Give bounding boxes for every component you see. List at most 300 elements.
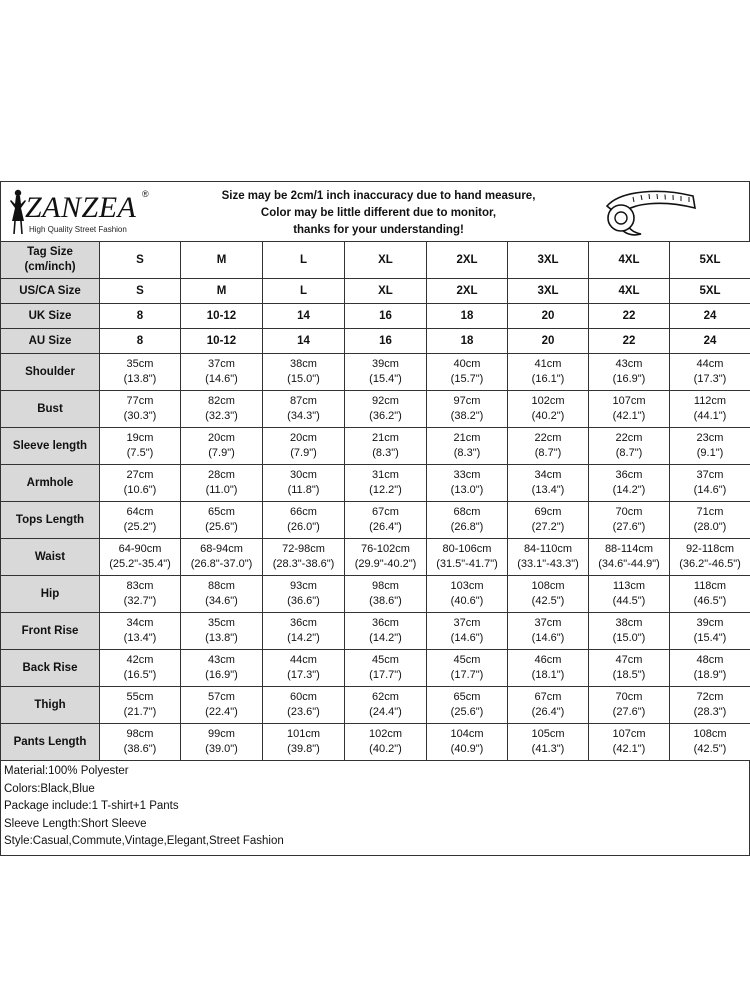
measurement-cell: [100, 354, 181, 391]
measurement-cm: 37cm: [534, 617, 562, 629]
measurement-inch: (40.6"): [450, 595, 484, 607]
measurement-notice: [201, 188, 556, 239]
measurement-cm: 71cm: [696, 506, 724, 518]
row-label: Back Rise: [1, 650, 100, 687]
measurement-cell: [670, 613, 750, 650]
measurement-inch: (12.2"): [369, 484, 402, 496]
size-cell: L: [263, 242, 345, 279]
measurement-inch: (17.7"): [450, 669, 484, 681]
measurement-cell: [670, 428, 750, 465]
measurement-inch: (40.9"): [450, 743, 484, 755]
size-cell: 22: [589, 304, 670, 329]
measurement-cm: 42cm: [126, 654, 154, 666]
measurement-inch: (34.6"): [205, 595, 238, 607]
measurement-inch: (29.9"-40.2"): [354, 558, 417, 570]
measurement-inch: (15.7"): [450, 373, 484, 385]
row-label: Shoulder: [1, 354, 100, 391]
measurement-inch: (38.6"): [123, 743, 157, 755]
measurement-cm: 107cm: [612, 395, 646, 407]
measurement-inch: (26.8"-37.0"): [190, 558, 253, 570]
size-cell: 18: [427, 329, 508, 354]
measurement-cm: 88-114cm: [604, 543, 654, 555]
size-cell: 5XL: [670, 242, 750, 279]
row-label: Front Rise: [1, 613, 100, 650]
measurement-inch: (38.6"): [369, 595, 402, 607]
measurement-inch: (7.9"): [208, 447, 235, 459]
measurement-inch: (13.4"): [123, 632, 157, 644]
measurement-cm: 102cm: [531, 395, 565, 407]
measurement-cell: [100, 539, 181, 576]
measurement-cm: 43cm: [208, 654, 235, 666]
measurement-cm: 28cm: [208, 469, 235, 481]
measurement-cm: 97cm: [453, 395, 481, 407]
measurement-cm: 38cm: [290, 358, 317, 370]
measurement-inch: (11.0"): [205, 484, 238, 496]
measurement-cm: 87cm: [290, 395, 317, 407]
measurement-cm: 62cm: [372, 691, 399, 703]
measurement-cell: [181, 724, 263, 761]
measurement-cell: [100, 428, 181, 465]
size-cell: 16: [345, 304, 427, 329]
measurement-inch: (25.6"): [450, 706, 484, 718]
measurement-row: [1, 391, 750, 428]
measurement-cm: 92-118cm: [685, 543, 735, 555]
measurement-cell: [589, 428, 670, 465]
size-cell: 10-12: [181, 304, 263, 329]
measurement-cell: [263, 354, 345, 391]
measurement-cm: 72cm: [696, 691, 724, 703]
measurement-cm: 46cm: [534, 654, 562, 666]
measurement-inch: (26.8"): [450, 521, 484, 533]
size-cell: 14: [263, 329, 345, 354]
measurement-row: [1, 428, 750, 465]
measurement-cell: [427, 613, 508, 650]
measurement-inch: (17.7"): [369, 669, 402, 681]
measurement-cm: 20cm: [290, 432, 317, 444]
measurement-cell: [508, 465, 589, 502]
notice-line: Color may be little different due to monitor,: [260, 207, 497, 219]
measurement-row: [1, 613, 750, 650]
size-cell: 20: [508, 304, 589, 329]
size-cell: 24: [670, 304, 750, 329]
measurement-inch: (17.3"): [693, 373, 727, 385]
measurement-inch: (26.0"): [287, 521, 320, 533]
size-cell: L: [263, 279, 345, 304]
measurement-inch: (15.0"): [612, 632, 646, 644]
measurement-inch: (34.3"): [287, 410, 320, 422]
measurement-inch: (42.5"): [693, 743, 727, 755]
measurement-inch: (7.9"): [290, 447, 317, 459]
measurement-inch: (16.5"): [123, 669, 157, 681]
measurement-cell: [181, 687, 263, 724]
measurement-cell: [100, 391, 181, 428]
measuring-tape-icon: [601, 186, 701, 240]
measurement-cell: [345, 502, 427, 539]
measurement-cm: 65cm: [208, 506, 235, 518]
measurement-cm: 23cm: [696, 432, 724, 444]
measurement-inch: (40.2"): [369, 743, 402, 755]
measurement-inch: (39.8"): [287, 743, 320, 755]
measurement-cm: 69cm: [534, 506, 562, 518]
measurement-cell: [263, 613, 345, 650]
measurement-row: [1, 576, 750, 613]
measurement-cm: 66cm: [290, 506, 317, 518]
measurement-inch: (15.4"): [693, 632, 727, 644]
measurement-row: [1, 502, 750, 539]
measurement-inch: (17.3"): [287, 669, 320, 681]
size-cell: 16: [345, 329, 427, 354]
measurement-inch: (42.1"): [612, 743, 646, 755]
measurement-cell: [100, 650, 181, 687]
measurement-cm: 77cm: [126, 395, 154, 407]
measurement-cell: [508, 539, 589, 576]
measurement-inch: (13.8"): [205, 632, 238, 644]
measurement-cell: [670, 465, 750, 502]
measurement-cell: [263, 539, 345, 576]
measurement-cm: 48cm: [696, 654, 724, 666]
measurement-cm: 107cm: [612, 728, 646, 740]
measurement-cm: 36cm: [372, 617, 399, 629]
measurement-row: [1, 724, 750, 761]
size-cell: 18: [427, 304, 508, 329]
measurement-inch: (44.1"): [693, 410, 727, 422]
measurement-cell: [345, 391, 427, 428]
measurement-inch: (25.2"-35.4"): [109, 558, 171, 570]
measurement-inch: (42.1"): [612, 410, 646, 422]
measurement-inch: (8.3"): [453, 447, 481, 459]
measurement-cell: [181, 354, 263, 391]
measurement-cell: [508, 687, 589, 724]
measurement-inch: (13.4"): [531, 484, 565, 496]
size-cell: 4XL: [589, 242, 670, 279]
measurement-inch: (44.5"): [612, 595, 646, 607]
detail-style: Style:Casual,Commute,Vintage,Elegant,Street Fashion: [4, 835, 284, 847]
measurement-cm: 45cm: [372, 654, 399, 666]
measurement-cm: 19cm: [126, 432, 154, 444]
measurement-cm: 84-110cm: [523, 543, 573, 555]
measurement-cell: [181, 428, 263, 465]
measurement-inch: (28.3"): [693, 706, 727, 718]
measurement-cm: 98cm: [126, 728, 154, 740]
measurement-cm: 80-106cm: [442, 543, 492, 555]
measurement-inch: (39.0"): [205, 743, 238, 755]
measurement-inch: (18.1"): [531, 669, 565, 681]
measurement-cell: [427, 465, 508, 502]
measurement-cell: [345, 650, 427, 687]
measurement-cell: [427, 687, 508, 724]
measurement-inch: (13.0"): [450, 484, 484, 496]
measurement-cm: 34cm: [126, 617, 154, 629]
brand-logo: [1, 182, 201, 242]
measurement-inch: (9.1"): [696, 447, 724, 459]
measurement-cm: 105cm: [531, 728, 565, 740]
measurement-inch: (32.3"): [205, 410, 238, 422]
measurement-cell: [345, 724, 427, 761]
row-label: Bust: [1, 391, 100, 428]
notice-line: Size may be 2cm/1 inch inaccuracy due to hand measure,: [221, 190, 536, 202]
measurement-cell: [181, 576, 263, 613]
measurement-cm: 38cm: [615, 617, 643, 629]
measurement-cm: 108cm: [693, 728, 727, 740]
measurement-inch: (36.2"-46.5"): [679, 558, 741, 570]
measurement-cell: [670, 391, 750, 428]
measurement-inch: (33.1"-43.3"): [517, 558, 579, 570]
size-cell: 14: [263, 304, 345, 329]
measurement-inch: (28.0"): [693, 521, 727, 533]
measurement-cell: [508, 428, 589, 465]
measurement-inch: (14.6"): [450, 632, 484, 644]
measurement-cell: [181, 650, 263, 687]
size-cell: 3XL: [508, 279, 589, 304]
measurement-cm: 34cm: [534, 469, 562, 481]
size-cell: S: [100, 279, 181, 304]
measurement-cell: [181, 539, 263, 576]
measurement-cm: 70cm: [615, 691, 643, 703]
measurement-cm: 33cm: [453, 469, 481, 481]
size-chart: [0, 181, 750, 856]
measurement-cell: [589, 391, 670, 428]
measurement-inch: (14.6"): [693, 484, 727, 496]
measurement-cell: [589, 613, 670, 650]
measurement-cell: [427, 428, 508, 465]
measurement-cell: [589, 465, 670, 502]
measurement-cell: [181, 465, 263, 502]
measurement-cm: 36cm: [615, 469, 643, 481]
measurement-cm: 41cm: [534, 358, 562, 370]
measurement-cell: [508, 391, 589, 428]
measurement-inch: (16.9"): [205, 669, 238, 681]
measurement-cm: 83cm: [126, 580, 154, 592]
measurement-cell: [263, 502, 345, 539]
detail-material: Material:100% Polyester: [4, 765, 129, 777]
measurement-row: [1, 354, 750, 391]
size-row: [1, 329, 750, 354]
measurement-cell: [670, 502, 750, 539]
measurement-inch: (15.0"): [287, 373, 320, 385]
measurement-cell: [589, 576, 670, 613]
measurement-cm: 103cm: [450, 580, 484, 592]
measurement-cm: 44cm: [696, 358, 724, 370]
measurement-inch: (16.9"): [612, 373, 646, 385]
measurement-inch: (27.6"): [612, 521, 646, 533]
measurement-cm: 39cm: [696, 617, 724, 629]
measurement-cm: 99cm: [208, 728, 235, 740]
measurement-cm: 82cm: [208, 395, 235, 407]
notice-line: thanks for your understanding!: [293, 224, 464, 236]
measurement-cell: [100, 613, 181, 650]
measurement-inch: (10.6"): [123, 484, 157, 496]
measurement-cm: 20cm: [208, 432, 235, 444]
measurement-inch: (14.2"): [369, 632, 402, 644]
row-label: Pants Length: [1, 724, 100, 761]
measurement-cell: [508, 502, 589, 539]
measurement-inch: (21.7"): [123, 706, 157, 718]
measurement-cm: 65cm: [453, 691, 481, 703]
measurement-cell: [427, 502, 508, 539]
measurement-cm: 64cm: [126, 506, 154, 518]
measurement-cell: [345, 465, 427, 502]
measurement-cell: [427, 354, 508, 391]
measurement-inch: (16.1"): [531, 373, 565, 385]
measurement-cell: [263, 724, 345, 761]
product-details: [0, 761, 750, 856]
brand-name: ZANZEA: [25, 191, 137, 224]
measurement-inch: (27.6"): [612, 706, 646, 718]
size-cell: 2XL: [427, 242, 508, 279]
size-cell: 4XL: [589, 279, 670, 304]
measurement-cm: 67cm: [372, 506, 399, 518]
measurement-cm: 22cm: [534, 432, 562, 444]
row-label: Waist: [1, 539, 100, 576]
measurement-inch: (34.6"-44.9"): [598, 558, 660, 570]
measurement-cell: [345, 428, 427, 465]
size-cell: XL: [345, 279, 427, 304]
measurement-inch: (36.6"): [287, 595, 320, 607]
measurement-cell: [181, 391, 263, 428]
row-label: US/CA Size: [1, 279, 100, 304]
measurement-cm: 98cm: [372, 580, 399, 592]
measurement-cell: [589, 354, 670, 391]
measurement-inch: (32.7"): [123, 595, 157, 607]
measurement-inch: (15.4"): [369, 373, 402, 385]
measurement-row: [1, 687, 750, 724]
size-row: [1, 304, 750, 329]
measurement-cm: 37cm: [453, 617, 481, 629]
row-label: Hip: [1, 576, 100, 613]
measurement-cell: [589, 650, 670, 687]
measurement-inch: (31.5"-41.7"): [436, 558, 498, 570]
size-row: [1, 242, 750, 279]
measurement-cell: [345, 539, 427, 576]
size-cell: M: [181, 279, 263, 304]
measurement-inch: (41.3"): [531, 743, 565, 755]
measurement-cell: [263, 576, 345, 613]
measurement-cm: 37cm: [208, 358, 235, 370]
measurement-inch: (7.5"): [126, 447, 154, 459]
brand-tagline: High Quality Street Fashion: [29, 225, 127, 234]
measurement-cell: [263, 465, 345, 502]
measurement-cm: 21cm: [372, 432, 399, 444]
measurement-cm: 35cm: [126, 358, 154, 370]
measurement-cm: 113cm: [612, 580, 646, 592]
measurement-cell: [508, 724, 589, 761]
measurement-cm: 104cm: [450, 728, 484, 740]
measurement-cm: 93cm: [290, 580, 317, 592]
measurement-cell: [100, 724, 181, 761]
measurement-cm: 68cm: [453, 506, 481, 518]
size-cell: 8: [100, 304, 181, 329]
measurement-cm: 76-102cm: [361, 543, 410, 555]
size-chart-header: [0, 181, 750, 241]
measurement-cell: [427, 576, 508, 613]
measurement-cell: [508, 650, 589, 687]
measurement-cm: 70cm: [615, 506, 643, 518]
measurement-cell: [670, 724, 750, 761]
registered-mark: ®: [142, 189, 149, 199]
size-cell: 24: [670, 329, 750, 354]
row-label: UK Size: [1, 304, 100, 329]
measurement-inch: (8.3"): [372, 447, 399, 459]
measurement-cell: [263, 687, 345, 724]
measurement-cell: [345, 613, 427, 650]
measurement-cm: 44cm: [290, 654, 317, 666]
size-cell: 5XL: [670, 279, 750, 304]
measurement-cell: [181, 613, 263, 650]
size-cell: 10-12: [181, 329, 263, 354]
measurement-inch: (40.2"): [531, 410, 565, 422]
measurement-inch: (13.8"): [123, 373, 157, 385]
measurement-cm: 37cm: [696, 469, 724, 481]
measurement-cell: [427, 650, 508, 687]
measurement-cell: [427, 391, 508, 428]
measurement-cm: 21cm: [453, 432, 481, 444]
measurement-row: [1, 539, 750, 576]
measurement-cm: 118cm: [693, 580, 727, 592]
measurement-cm: 101cm: [286, 728, 321, 740]
measurement-cell: [427, 724, 508, 761]
detail-package: Package include:1 T-shirt+1 Pants: [4, 800, 179, 812]
measurement-inch: (18.9"): [693, 669, 727, 681]
measurement-cm: 22cm: [615, 432, 643, 444]
measurement-cell: [181, 502, 263, 539]
measurement-cm: 72-98cm: [282, 543, 325, 555]
measurement-inch: (8.7"): [534, 447, 562, 459]
size-cell: M: [181, 242, 263, 279]
measurement-cell: [508, 613, 589, 650]
measurement-cell: [100, 502, 181, 539]
measurement-inch: (46.5"): [693, 595, 727, 607]
measurement-cell: [670, 576, 750, 613]
measurement-inch: (26.4"): [369, 521, 402, 533]
size-cell: 8: [100, 329, 181, 354]
measurement-cell: [100, 687, 181, 724]
measurement-cell: [345, 576, 427, 613]
size-cell: 2XL: [427, 279, 508, 304]
measurement-cm: 57cm: [208, 691, 235, 703]
measurement-cm: 30cm: [290, 469, 317, 481]
measurement-inch: (14.2"): [287, 632, 320, 644]
measurement-cm: 36cm: [290, 617, 317, 629]
measurement-cell: [100, 465, 181, 502]
measurement-cell: [427, 539, 508, 576]
measurement-cm: 27cm: [126, 469, 154, 481]
measurement-cm: 102cm: [368, 728, 403, 740]
measurement-cell: [670, 354, 750, 391]
size-cell: 22: [589, 329, 670, 354]
row-label: Sleeve length: [1, 428, 100, 465]
row-label: AU Size: [1, 329, 100, 354]
measurement-cell: [345, 687, 427, 724]
row-label: Tops Length: [1, 502, 100, 539]
measurement-cell: [345, 354, 427, 391]
size-cell: 20: [508, 329, 589, 354]
measurement-inch: (36.2"): [369, 410, 402, 422]
measurement-row: [1, 650, 750, 687]
detail-colors: Colors:Black,Blue: [4, 782, 95, 795]
size-row: [1, 279, 750, 304]
size-cell: S: [100, 242, 181, 279]
row-label-line: (cm/inch): [24, 261, 76, 273]
measurement-cm: 108cm: [531, 580, 565, 592]
measurement-inch: (24.4"): [369, 706, 402, 718]
measurement-cell: [670, 650, 750, 687]
measurement-cell: [508, 576, 589, 613]
row-label: [1, 242, 100, 279]
measurement-inch: (11.8"): [287, 484, 320, 496]
row-label-line: Tag Size: [27, 246, 73, 258]
measurement-inch: (22.4"): [205, 706, 238, 718]
measurement-cell: [589, 539, 670, 576]
